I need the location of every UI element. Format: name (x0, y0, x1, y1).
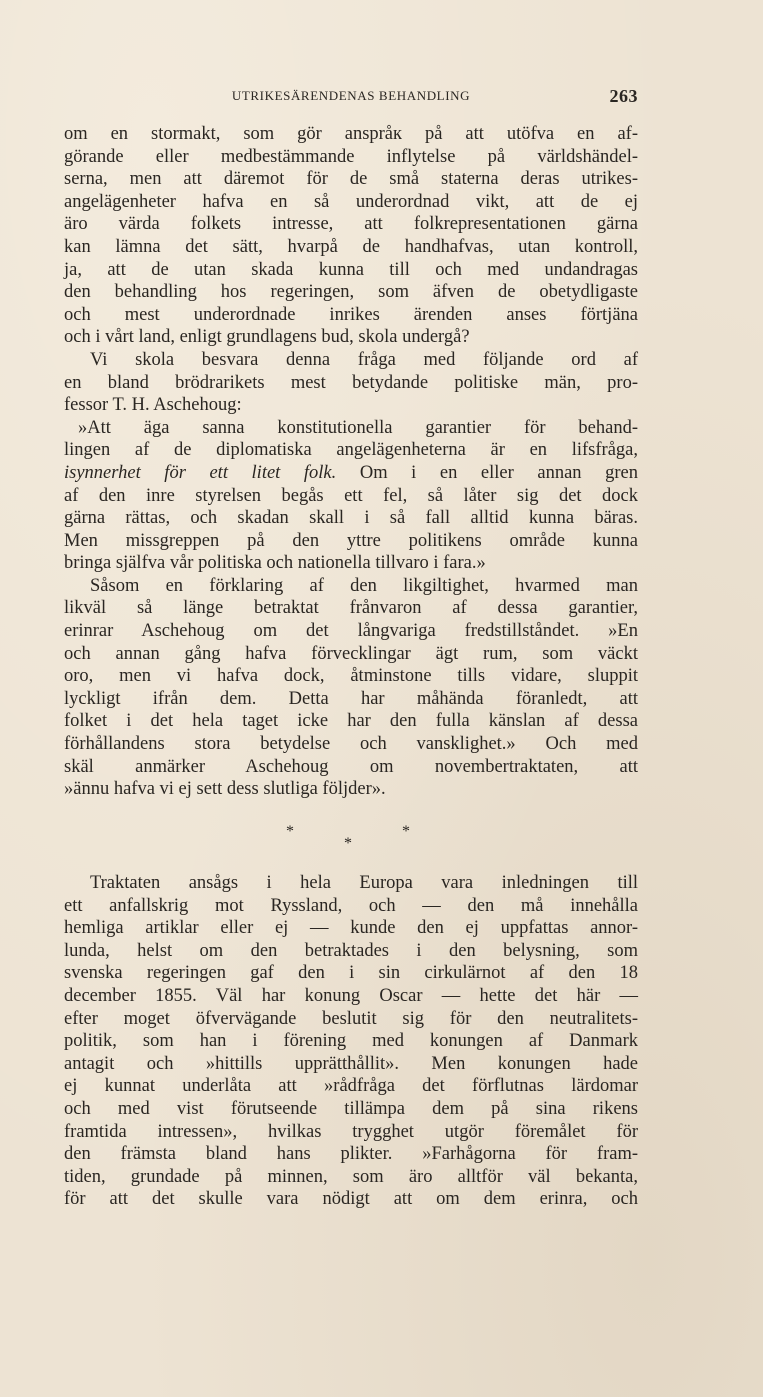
text-line: gärna rättas, och skadan skall i så fall alltid kunna bäras. (64, 508, 638, 529)
text-line: svenska regeringen gaf den i sin cirkulärnot af den 18 (64, 963, 638, 984)
text-block-main (64, 123, 638, 801)
text-line: »ännu hafva vi ej sett dess slutliga följder». (64, 779, 386, 800)
text-line: äro värda folkets intresse, att folkrepresentationen gärna (64, 214, 638, 235)
text-line: folket i det hela taget icke har den fulla känslan af dessa (64, 711, 638, 732)
text-line: den främsta bland hans plikter. »Farhågorna för fram- (64, 1144, 638, 1165)
text-line: erinrar Aschehoug om det långvariga fredstillståndet. »En (64, 621, 638, 642)
asterisk: * (286, 823, 294, 840)
text-block-second (64, 872, 638, 1211)
text-line: Såsom en förklaring af den likgiltighet, hvarmed man (90, 575, 638, 596)
text-line: ett anfallskrig mot Ryssland, och — den må innehålla (64, 895, 638, 916)
text-line: »Att äga sanna konstitutionella garantier för behand- (78, 417, 638, 438)
text-line: bringa själfva vår politiska och nationella tillvaro i fara.» (64, 553, 486, 574)
text-fragment: Om i en eller annan gren (359, 462, 638, 483)
text-line: antagit och »hittills upprätthållit». Men konungen hade (64, 1053, 638, 1074)
text-line: görande eller medbestämmande inflytelse på världshändel- (64, 146, 638, 167)
text-line: serna, men att däremot för de små staterna deras utrikes- (64, 169, 638, 190)
text-line: förhållandens stora betydelse och vansklighet.» Och med (64, 734, 638, 755)
text-line: Men missgreppen på den yttre politikens område kunna (64, 530, 638, 551)
text-line: lingen af de diplomatiska angelägenheterna är en lifsfråga, (64, 440, 638, 461)
text-line: hemliga artiklar eller ej — kunde den ej uppfattas annor- (64, 918, 638, 939)
text-line: och mest underordnade inrikes ärenden anses förtjäna (64, 304, 638, 325)
text-line: politik, som han i förening med konungen af Danmark (64, 1031, 638, 1052)
text-line-mixed (64, 462, 638, 485)
asterisk: * (402, 823, 410, 840)
text-line: efter moget öfvervägande beslutit sig för den neutralitets- (64, 1008, 638, 1029)
text-line: om en stormakt, som gör anspråк på att utöfva en af- (64, 124, 638, 144)
italic-phrase: isynnerhet för ett litet folk. (64, 462, 337, 483)
text-line: ej kunnat underlåta att »rådfråga det förflutnas lärdomar (64, 1076, 638, 1097)
text-line: Traktaten ansågs i hela Europa vara inledningen till (90, 873, 638, 893)
text-line: lyckligt ifrån dem. Detta har måhända föranledt, att (64, 688, 638, 709)
text-line: tiden, grundade på minnen, som äro alltför väl bekanta, (64, 1166, 638, 1187)
running-title: UTRIKESÄRENDENAS BEHANDLING (231, 88, 471, 103)
text-line: skäl anmärker Aschehoug om novembertraktaten, att (64, 756, 638, 777)
section-asterism (0, 820, 763, 860)
text-line: och i vårt land, enligt grundlagens bud, skola undergå? (64, 327, 470, 348)
text-line: kan lämna det sätt, hvarpå de handhafvas, utan kontroll, (64, 236, 638, 257)
running-head (64, 86, 638, 108)
page-number: 263 (609, 86, 638, 106)
text-line: för att det skulle vara nödigt att om dem erinra, och (64, 1189, 638, 1210)
text-line: likväl så länge betraktat frånvaron af dessa garantier, (64, 598, 638, 619)
text-line: framtida intressen», hvilkas trygghet utgör föremålet för (64, 1121, 638, 1142)
text-line: oro, men vi hafva dock, åtminstone tills vidare, sluppit (64, 666, 638, 687)
text-line: angelägenheter hafva en så underordnad vikt, att de ej (64, 191, 638, 212)
text-line: och annan gång hafva förvecklingar ägt rum, som väckt (64, 643, 638, 664)
text-line: Vi skola besvara denna fråga med följande ord af (90, 349, 638, 370)
text-line: och med vist förutseende tillämpa dem på sina rikens (64, 1098, 638, 1119)
text-line: lunda, helst om den betraktades i den belysning, som (64, 940, 638, 961)
text-line: ja, att de utan skada kunna till och med undandragas (64, 259, 638, 280)
text-line: den behandling hos regeringen, som äfven de obetydligaste (64, 282, 638, 303)
text-line: en bland brödrarikets mest betydande politiske män, pro- (64, 372, 638, 393)
asterisk: * (344, 835, 352, 852)
text-line: december 1855. Väl har konung Oscar — hette det här — (64, 985, 638, 1006)
text-line: af den inre styrelsen begås ett fel, så låter sig det dock (64, 485, 638, 506)
text-line: fessor T. H. Aschehoug: (64, 395, 242, 416)
